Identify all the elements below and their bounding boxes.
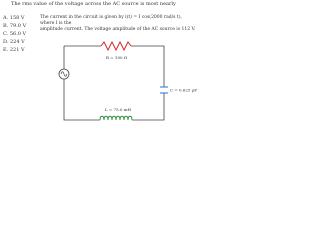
option-a[interactable]: A. 158 V	[3, 15, 25, 21]
capacitor-label: C = 0.625 μF	[170, 87, 198, 93]
resistor-symbol	[101, 42, 131, 50]
ac-source-icon	[59, 69, 69, 79]
option-d[interactable]: D. 224 V	[3, 39, 25, 45]
answer-options	[3, 14, 39, 54]
option-e[interactable]: E. 221 V	[3, 47, 25, 53]
problem-line-2: amplitude current. The voltage amplitude of the AC source is 112 V.	[40, 27, 196, 32]
problem-line-1: The current in the circuit is given by i(t) = I cos(2000 rad/s t), where I is the	[40, 15, 182, 26]
option-b[interactable]: B. 79.0 V	[3, 23, 27, 29]
resistor-label: R = 100 Ω	[106, 55, 128, 60]
rlc-circuit-diagram	[56, 38, 198, 124]
question-title: The rms value of the voltage across the AC source is most nearly	[11, 1, 176, 7]
capacitor-symbol	[160, 87, 168, 93]
option-c[interactable]: C. 56.0 V	[3, 31, 27, 37]
inductor-symbol	[100, 116, 132, 120]
problem-statement	[40, 15, 196, 33]
inductor-label: L = 75.0 mH	[105, 107, 132, 112]
